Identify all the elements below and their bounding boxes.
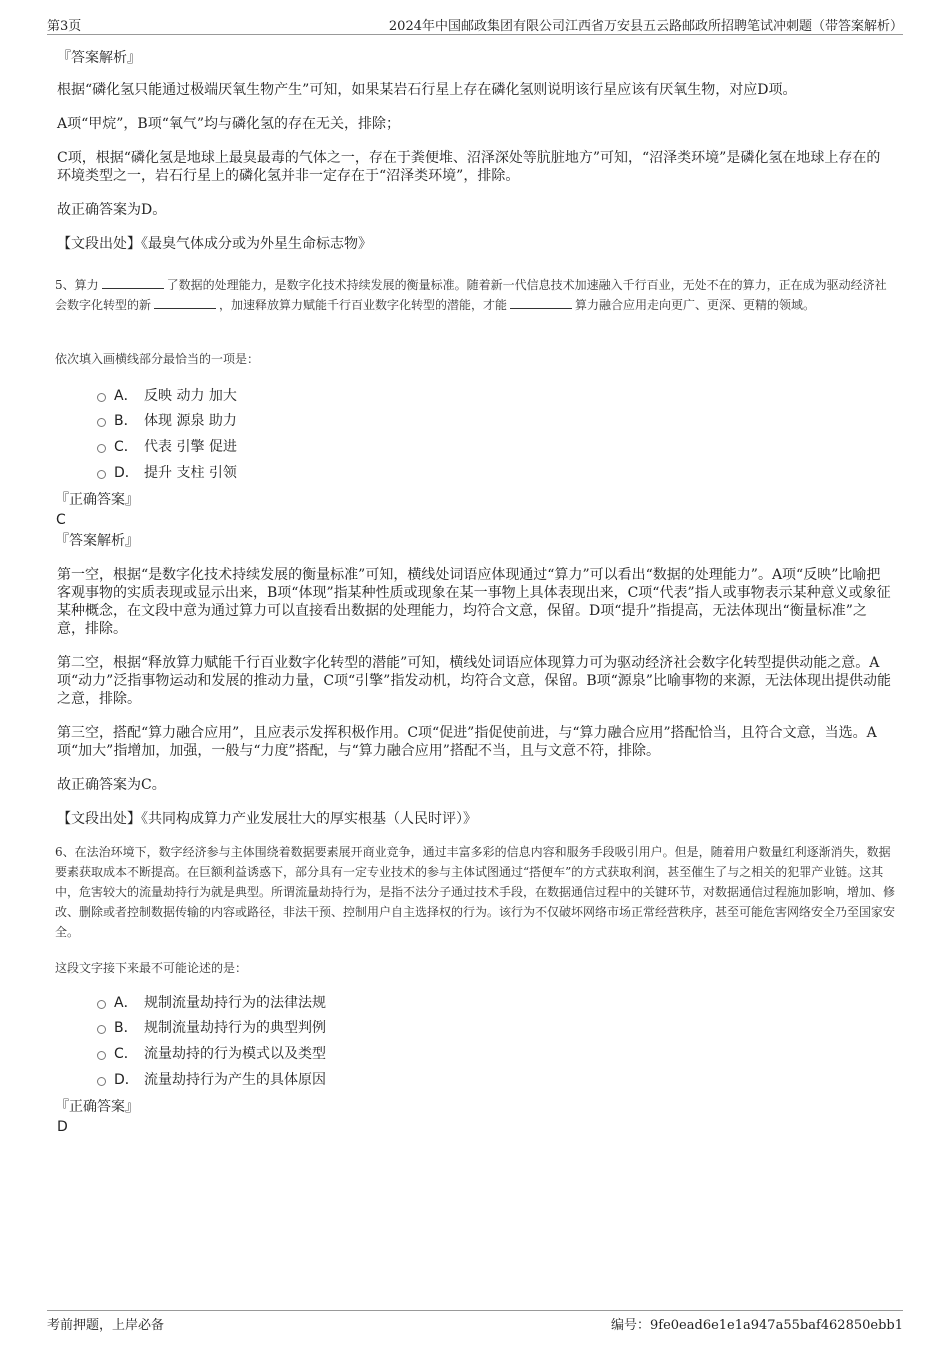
q4-analysis-p3: C项，根据“磷化氢是地球上最臭最毒的气体之一，存在于粪便堆、沼泽深处等肮脏地方”可知，“沼泽类环境”是磷化氢在地球上存在的环境类型之一，岩石行星上的磷化氢并非一定存在于“沼泽类环境”，排除。 <box>57 150 881 184</box>
radio-icon[interactable] <box>97 1077 106 1086</box>
radio-icon[interactable] <box>97 418 106 427</box>
q4-source: 【文段出处】《最臭气体成分或为外星生命标志物》 <box>57 236 372 252</box>
radio-icon[interactable] <box>97 393 106 402</box>
q6-correct-answer: D <box>57 1119 68 1135</box>
q4-analysis-p4: 故正确答案为D。 <box>57 202 167 218</box>
q5-blank-3 <box>510 296 572 309</box>
q5-stem: 5、算力 了数据的处理能力，是数字化技术持续发展的衡量标准。随着新一代信息技术加速融入千行百业，无处不在的算力，正在成为驱动经济社会数字化转型的新 ，加速释放算力赋能千行百业数字化转型的潜能，才能 算力融合应用走向更广、更深、更精的领域。 <box>55 278 887 312</box>
radio-icon[interactable] <box>97 1025 106 1034</box>
q4-analysis-label: 『答案解析』 <box>57 50 141 66</box>
q6-option-c[interactable]: C． 流量劫持的行为模式以及类型 <box>97 1044 326 1064</box>
q6-option-a[interactable]: A． 规制流量劫持行为的法律法规 <box>97 993 326 1013</box>
q5-option-a[interactable]: A． 反映 动力 加大 <box>97 386 237 406</box>
q5-blank-2 <box>154 296 216 309</box>
page-footer <box>47 1310 903 1333</box>
footer-serial: 编号：9fe0ead6e1e1a947a55baf462850ebb1 <box>611 1318 903 1333</box>
q5-blank-1 <box>102 276 164 289</box>
q5-source: 【文段出处】《共同构成算力产业发展壮大的厚实根基（人民时评）》 <box>57 811 477 827</box>
q5-option-c[interactable]: C． 代表 引擎 促进 <box>97 437 237 457</box>
q5-analysis-4: 故正确答案为C。 <box>57 777 166 793</box>
document-title: 2024年中国邮政集团有限公司江西省万安县五云路邮政所招聘笔试冲刺题（带答案解析） <box>388 19 903 34</box>
q5-analysis-label: 『答案解析』 <box>55 533 139 549</box>
q5-option-d[interactable]: D． 提升 支柱 引领 <box>97 463 237 483</box>
page-number: 第3页 <box>47 19 82 34</box>
q5-correct-label: 『正确答案』 <box>55 492 139 508</box>
radio-icon[interactable] <box>97 1000 106 1009</box>
q6-stem: 6、在法治环境下，数字经济参与主体围绕着数据要素展开商业竞争，通过丰富多彩的信息内容和服务手段吸引用户。但是，随着用户数量红利逐渐消失，数据要素获取成本不断提高。在巨额利益诱惑下，部分具有一定专业技术的参与主体试图通过“搭便车”的方式获取利润，甚至催生了与之相关的犯罪产业链。这其中，危害较大的流量劫持行为就是典型。所谓流量劫持行为，是指不法分子通过技术手段，在数据通信过程中的关键环节，对数据通信过程施加影响，增加、修改、删除或者控制数据传输的内容或路径，非法干预、控制用户自主选择权的行为。该行为不仅破坏网络市场正常经营秩序，甚至可能危害网络安全乃至国家安全。 <box>55 845 896 939</box>
q5-analysis-2: 第二空，根据“释放算力赋能千行百业数字化转型的潜能”可知，横线处词语应体现算力可为驱动经济社会数字化转型提供动能之意。A项“动力”泛指事物运动和发展的推动力量，C项“引擎”指发动机，均符合文意，保留。B项“源泉”比喻事物的来源，无法体现出提供动能之意，排除。 <box>57 655 891 707</box>
q6-option-b[interactable]: B． 规制流量劫持行为的典型判例 <box>97 1018 326 1038</box>
q4-analysis-p2: A项“甲烷”，B项“氧气”均与磷化氢的存在无关，排除； <box>57 116 401 132</box>
q5-option-b[interactable]: B． 体现 源泉 助力 <box>97 411 237 431</box>
radio-icon[interactable] <box>97 444 106 453</box>
radio-icon[interactable] <box>97 1051 106 1060</box>
q5-correct-answer: C <box>56 512 66 528</box>
page-header <box>47 14 903 35</box>
q5-analysis-3: 第三空，搭配“算力融合应用”，且应表示发挥积极作用。C项“促进”指促使前进，与“算力融合应用”搭配恰当，且符合文意，当选。A项“加大”指增加，加强，一般与“力度”搭配，与“算力融合应用”搭配不当，且与文意不符，排除。 <box>57 725 877 759</box>
q6-option-d[interactable]: D． 流量劫持行为产生的具体原因 <box>97 1070 326 1090</box>
q6-prompt: 这段文字接下来最不可能论述的是： <box>55 961 248 975</box>
radio-icon[interactable] <box>97 470 106 479</box>
footer-slogan: 考前押题，上岸必备 <box>47 1318 165 1333</box>
q5-prompt: 依次填入画横线部分最恰当的一项是： <box>55 352 260 366</box>
q4-analysis-p1: 根据“磷化氢只能通过极端厌氧生物产生”可知，如果某岩石行星上存在磷化氢则说明该行星应该有厌氧生物，对应D项。 <box>57 82 797 98</box>
q5-analysis-1: 第一空，根据“是数字化技术持续发展的衡量标准”可知，横线处词语应体现通过“算力”可以看出“数据的处理能力”。A项“反映”比喻把客观事物的实质表现或显示出来，B项“体现”指某种性质或现象在某一事物上具体表现出来，C项“代表”指人或事物表示某种意义或象征某种概念，在文段中意为通过算力可以直接看出数据的处理能力，均符合文意，保留。D项“提升”指提高，无法体现出“衡量标准”之意，排除。 <box>57 567 891 637</box>
q6-correct-label: 『正确答案』 <box>55 1099 139 1115</box>
